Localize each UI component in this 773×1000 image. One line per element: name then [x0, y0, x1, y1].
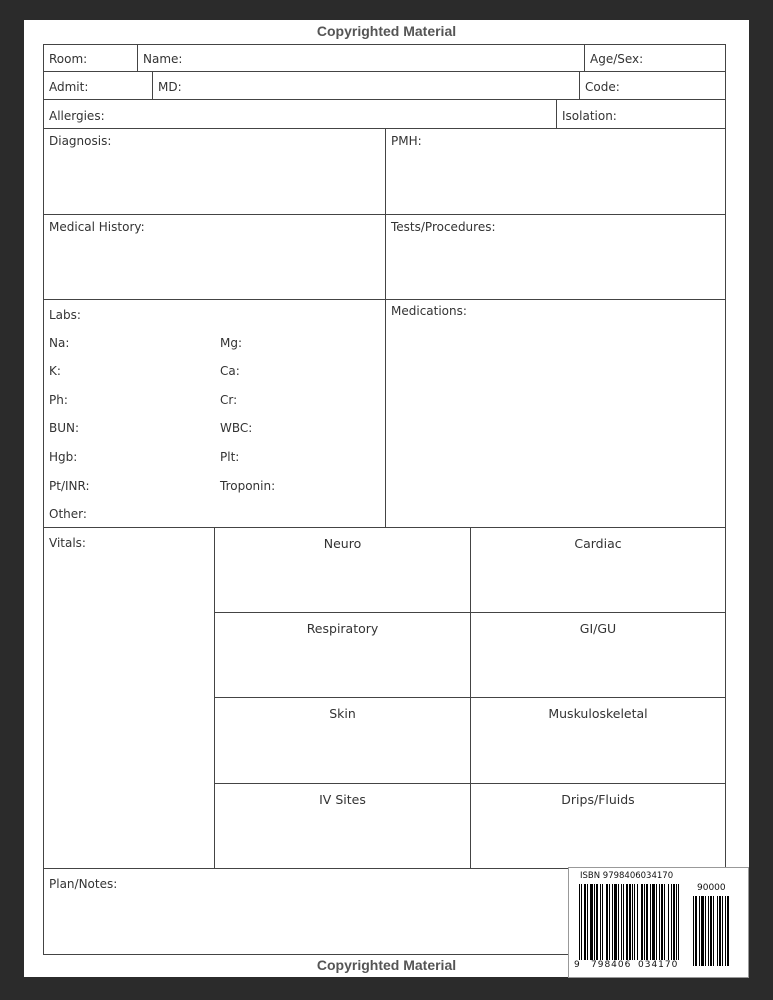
barcode-bar	[727, 896, 729, 966]
barcode-bar	[678, 884, 679, 960]
lab-cr-label: Cr:	[220, 393, 238, 407]
lab-ph-label: Ph:	[49, 393, 68, 407]
cardiac-field[interactable]	[470, 527, 726, 613]
barcode-addon-bars	[693, 896, 739, 966]
admit-field[interactable]	[43, 71, 153, 100]
diagnosis-field[interactable]	[43, 128, 386, 215]
barcode-bar	[722, 896, 723, 966]
age-sex-field[interactable]	[584, 44, 726, 72]
lab-plt-label: Plt:	[220, 450, 240, 464]
lab-ca-label: Ca:	[220, 364, 240, 378]
skin-field[interactable]	[214, 697, 471, 784]
iv-sites-label: IV Sites	[319, 792, 366, 807]
musculoskeletal-label: Muskuloskeletal	[548, 706, 648, 721]
barcode-bar	[623, 884, 624, 960]
lab-pt-inr-label: Pt/INR:	[49, 479, 90, 493]
barcode-bar	[650, 884, 651, 960]
md-field[interactable]	[152, 71, 580, 100]
copyright-notice-bottom: Copyrighted Material	[316, 957, 457, 973]
isbn-text: ISBN 9798406034170	[580, 871, 674, 881]
barcode-bar	[612, 884, 613, 960]
nursing-report-sheet	[24, 20, 749, 977]
medications-field[interactable]	[385, 299, 726, 528]
barcode-bar	[693, 896, 694, 966]
medical-history-field[interactable]	[43, 214, 386, 300]
pmh-label: PMH:	[391, 134, 422, 148]
neuro-field[interactable]	[214, 527, 471, 613]
barcode-bar	[664, 884, 665, 960]
cardiac-label: Cardiac	[574, 536, 622, 551]
barcode-bar	[708, 896, 709, 966]
barcode-bar	[668, 884, 669, 960]
labs-label: Labs:	[49, 308, 81, 322]
respiratory-label: Respiratory	[306, 621, 379, 636]
gi-gu-field[interactable]	[470, 612, 726, 698]
diagnosis-label: Diagnosis:	[49, 134, 112, 148]
respiratory-field[interactable]	[214, 612, 471, 698]
skin-label: Skin	[329, 706, 356, 721]
lab-troponin-label: Troponin:	[220, 479, 276, 493]
barcode-bar	[587, 884, 588, 960]
barcode-bar	[652, 884, 655, 960]
barcode-bar	[581, 884, 582, 960]
barcode-bar	[701, 896, 704, 966]
vitals-field[interactable]	[43, 527, 215, 869]
lab-bun-label: BUN:	[49, 421, 80, 435]
isolation-label: Isolation:	[562, 109, 617, 123]
barcode-bar	[637, 884, 638, 960]
barcode-bar	[725, 896, 726, 966]
barcode-bar	[594, 884, 595, 960]
barcode-bar	[699, 896, 700, 966]
barcode-bar	[673, 884, 675, 960]
gi-gu-label: GI/GU	[579, 621, 617, 636]
barcode-bar	[602, 884, 603, 960]
barcode-number-group1: 798406	[591, 960, 632, 970]
barcode-bar	[646, 884, 648, 960]
barcode-bar	[614, 884, 617, 960]
drips-fluids-label: Drips/Fluids	[561, 792, 635, 807]
allergies-label: Allergies:	[49, 109, 105, 123]
barcode-bar	[626, 884, 628, 960]
barcode-bar	[695, 896, 697, 966]
barcode-bar	[713, 896, 714, 966]
barcode-bar	[600, 884, 601, 960]
barcode-bar	[656, 884, 657, 960]
pmh-field[interactable]	[385, 128, 726, 215]
code-field[interactable]	[579, 71, 726, 100]
lab-wbc-label: WBC:	[220, 421, 253, 435]
barcode-bar	[609, 884, 610, 960]
barcode-number-digit: 9	[574, 960, 580, 970]
lab-hgb-label: Hgb:	[49, 450, 78, 464]
price-code: 90000	[697, 883, 726, 893]
tests-procedures-field[interactable]	[385, 214, 726, 300]
medications-label: Medications:	[391, 304, 467, 318]
barcode-bar	[644, 884, 645, 960]
musculoskeletal-field[interactable]	[470, 697, 726, 784]
lab-k-label: K:	[49, 364, 61, 378]
barcode-bar	[632, 884, 633, 960]
md-label: MD:	[158, 80, 182, 94]
copyright-notice-top: Copyrighted Material	[316, 23, 457, 39]
barcode-bar	[641, 884, 643, 960]
allergies-field[interactable]	[43, 99, 557, 129]
lab-na-label: Na:	[49, 336, 70, 350]
barcode-bar	[590, 884, 593, 960]
barcode-bar	[621, 884, 622, 960]
barcode-bar	[579, 884, 580, 960]
barcode-bar	[634, 884, 635, 960]
tests-procedures-label: Tests/Procedures:	[391, 220, 496, 234]
barcode-bar	[618, 884, 619, 960]
barcode-bar	[584, 884, 586, 960]
barcode-main-bars	[579, 884, 687, 960]
barcode-number-group2: 034170	[638, 960, 679, 970]
vitals-label: Vitals:	[49, 536, 86, 550]
age-sex-label: Age/Sex:	[590, 52, 644, 66]
name-label: Name:	[143, 52, 183, 66]
lab-mg-label: Mg:	[220, 336, 243, 350]
medical-history-label: Medical History:	[49, 220, 145, 234]
barcode-bar	[719, 896, 721, 966]
room-label: Room:	[49, 52, 88, 66]
plan-notes-label: Plan/Notes:	[49, 877, 118, 891]
lab-other-label: Other:	[49, 507, 87, 521]
isolation-field[interactable]	[556, 99, 726, 129]
labs-section[interactable]	[43, 299, 386, 528]
barcode-bar	[606, 884, 608, 960]
barcode-bar	[671, 884, 672, 960]
barcode-bar	[676, 884, 677, 960]
drips-fluids-field[interactable]	[470, 783, 726, 869]
barcode-bar	[710, 896, 712, 966]
iv-sites-field[interactable]	[214, 783, 471, 869]
barcode-bar	[596, 884, 598, 960]
barcode-bar	[717, 896, 718, 966]
neuro-label: Neuro	[323, 536, 362, 551]
barcode-bar	[629, 884, 631, 960]
room-field[interactable]	[43, 44, 138, 72]
name-field[interactable]	[137, 44, 585, 72]
admit-label: Admit:	[49, 80, 89, 94]
barcode-bar	[661, 884, 663, 960]
barcode-bar	[705, 896, 706, 966]
code-label: Code:	[585, 80, 620, 94]
barcode-bar	[659, 884, 660, 960]
